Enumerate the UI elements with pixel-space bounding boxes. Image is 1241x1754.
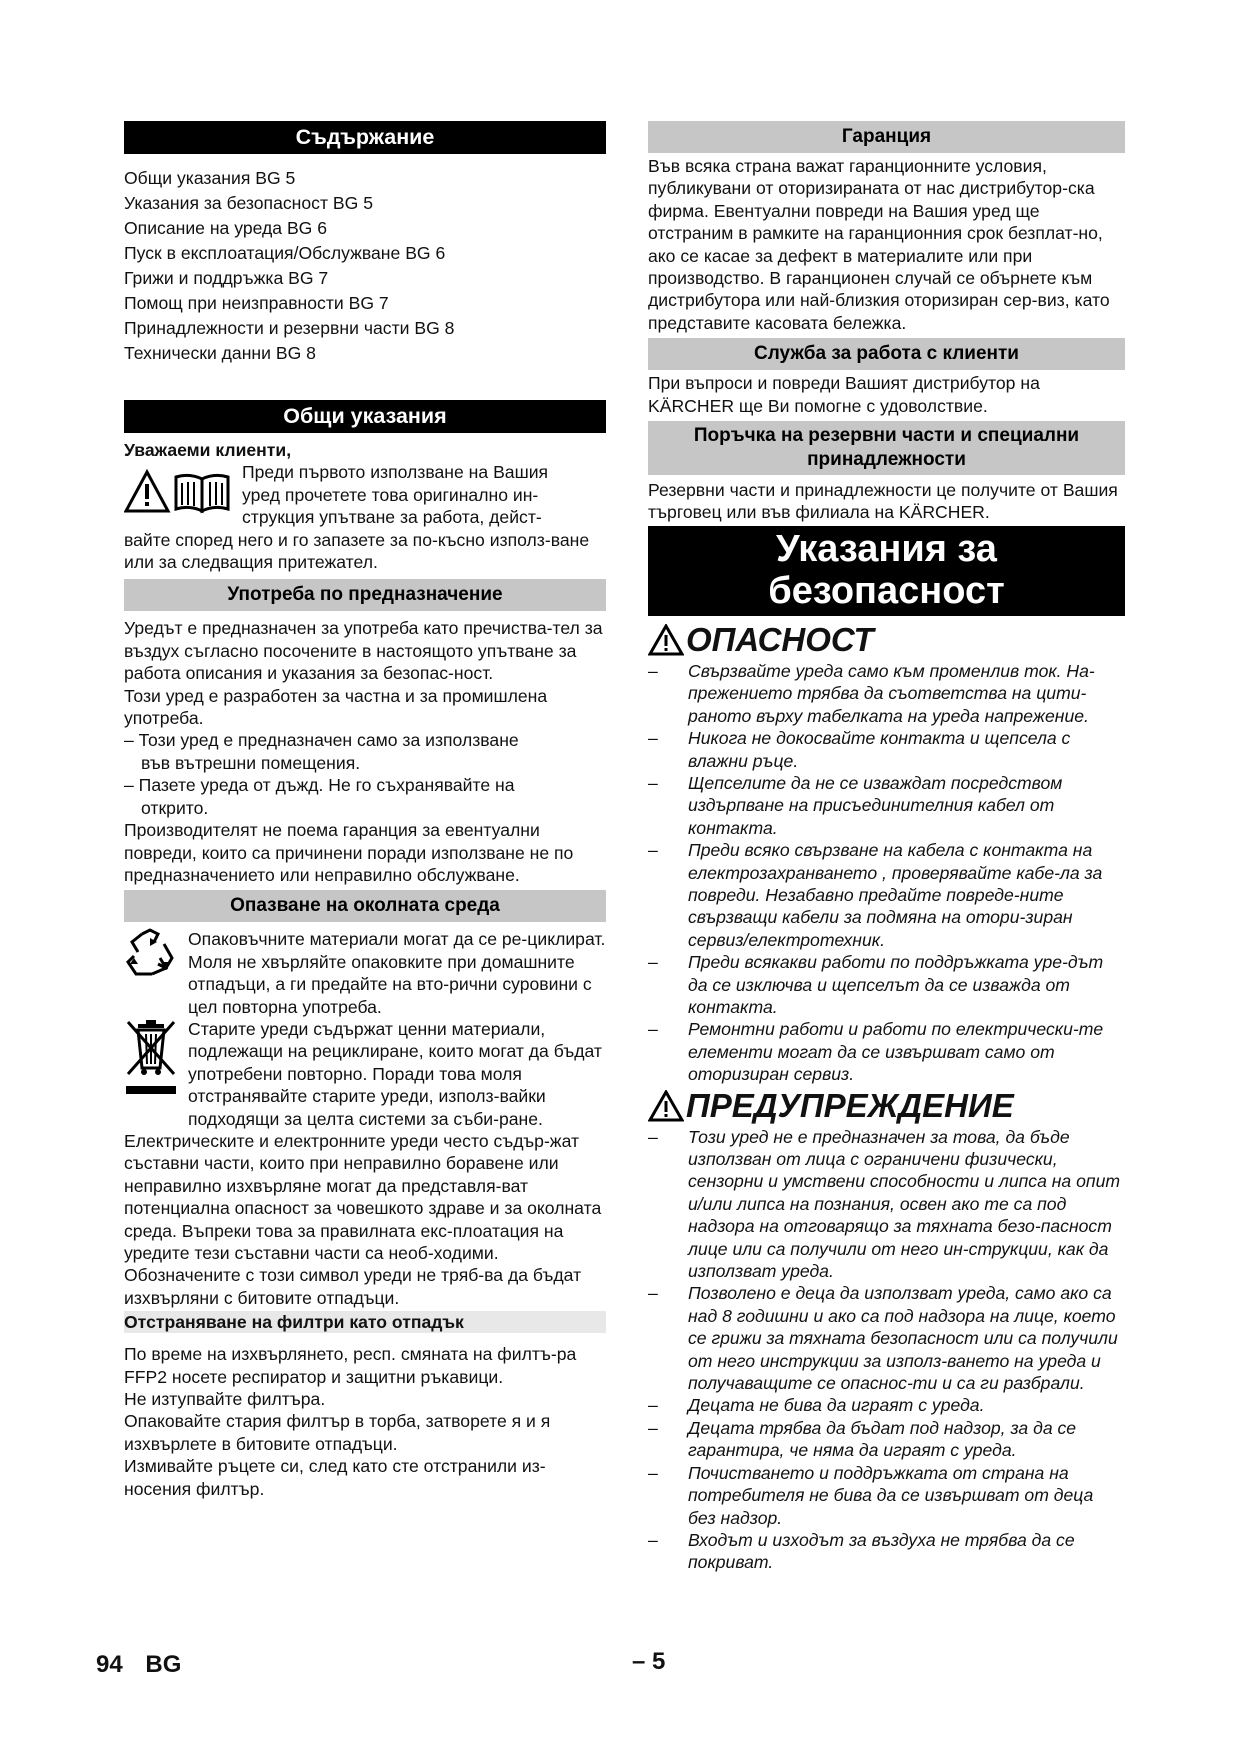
list-dash: – (648, 728, 658, 749)
warning-triangle-icon (648, 1090, 684, 1122)
manual-warning-icons (124, 461, 242, 528)
danger-item (648, 951, 1125, 1018)
service-text: При въпроси и повреди Вашият дистрибутор на KÄRCHER ще Ви помогне с удоволствие. (648, 373, 1040, 416)
danger-item-text: Преди всякакви работи по поддръжката уре-дът да се изключва и щепселът да се изважда от контакта. (688, 952, 1104, 1017)
warning-item-text: Децата трябва да бъдат под надзор, за да се гарантира, че няма да играят с уреда. (688, 1417, 1077, 1461)
page-number: 94 (96, 1651, 123, 1678)
filter-heading: Отстраняване на филтри като отпадък (124, 1311, 606, 1333)
recycle-icon (124, 928, 176, 978)
filter-p1: По време на изхвърлянето, респ. смяната на филтъ-ра FFP2 носете респиратор и защитни ръкавици. (124, 1344, 577, 1387)
toc-heading: Съдържание (124, 121, 606, 154)
toc-item[interactable]: Помощ при неизправности BG 7 (124, 293, 389, 313)
section-page-number: – 5 (632, 1648, 666, 1675)
danger-item (648, 1018, 1125, 1085)
intro-line: Преди първото използване на Вашия (242, 462, 549, 483)
warning-triangle-icon (124, 469, 236, 515)
toc-item[interactable]: Описание на уреда BG 6 (124, 218, 328, 238)
intended-use-item: – Този уред е предназначен само за използване (124, 730, 519, 751)
language-code: BG (145, 1651, 182, 1678)
general-heading: Общи указания (124, 400, 606, 433)
danger-item-text: Преди всяко свързване на кабела с контакта на електрозахранването , проверявайте кабе-ла за повреди. Незабавно предайте повреде-ните свързващи кабели за подмяна на отори-зиран сервиз/електротехник. (688, 840, 1103, 950)
toc-item[interactable]: Указания за безопасност BG 5 (124, 193, 373, 213)
recycle-block (124, 928, 606, 1018)
warning-item (648, 1394, 1125, 1416)
danger-heading (648, 620, 1125, 660)
weee-block (124, 1018, 606, 1130)
list-dash: – (648, 1462, 658, 1483)
toc-item[interactable]: Принадлежности и резервни части BG 8 (124, 318, 455, 338)
warning-item-text: Този уред не е предназначен за това, да бъде използван от лица с ограничени физически, сензорни и умствени способности и липса на опит и/или липса на познания, освен ако те са под надзора на отговарящо за тяхната безо-пасност лице или са получили от него ин-струкции, как да използват уреда. (688, 1126, 1121, 1282)
danger-label: ОПАСНОСТ (686, 620, 874, 658)
list-dash: – (648, 772, 658, 793)
warranty-heading: Гаранция (648, 121, 1125, 153)
parts-text: Резервни части и принадлежности це получите от Вашия търговец или във филиала на KÄRCHER. (648, 480, 1118, 523)
service-heading: Служба за работа с клиенти (648, 338, 1125, 370)
danger-item-text: Свързвайте уреда само към променлив ток. На-прежението трябва да съответства на цити-раното върху табелката на уреда напрежение. (688, 660, 1095, 726)
parts-heading: Поръчка на резервни части и специални принадлежности (648, 421, 1125, 475)
filter-p4: Измивайте ръцете си, след като сте отстранили из-носения филтър. (124, 1456, 546, 1499)
danger-item-text: Ремонтни работи и работи по електрически-те елементи могат да се извършват само от оторизиран сервиз. (688, 1019, 1104, 1085)
toc-item[interactable]: Грижи и поддръжка BG 7 (124, 268, 329, 288)
danger-item (648, 772, 1125, 839)
filter-p2: Не изтупвайте филтъра. (124, 1389, 326, 1410)
warning-item (648, 1126, 1125, 1283)
danger-list (648, 660, 1125, 1086)
intro-line: уред прочетете това оригинално ин- (242, 484, 539, 505)
list-dash: – (648, 840, 658, 861)
danger-item (648, 727, 1125, 772)
warning-item (648, 1462, 1125, 1529)
warning-item-text: Почистването и поддръжката от страна на потребителя не бива да се извършват от деца без надзор. (688, 1462, 1094, 1528)
warning-item (648, 1282, 1125, 1394)
list-dash: – (648, 1283, 658, 1304)
safety-title-line: Указания за (776, 527, 997, 570)
warning-list (648, 1126, 1125, 1574)
warning-item-text: Децата не бива да играят с уреда. (688, 1395, 985, 1416)
right-column (648, 121, 1125, 1574)
warning-heading (648, 1086, 1125, 1126)
list-dash: – (648, 1019, 658, 1040)
environment-heading: Опазване на околната среда (124, 890, 606, 922)
intro-line: струкция упътване за работа, дейст- (242, 507, 542, 528)
salutation: Уважаеми клиенти, (124, 440, 292, 460)
book-icon (176, 476, 228, 512)
safety-title-line: безопасност (768, 569, 1005, 612)
intended-use-p3: Производителят не поема гаранция за евентуални повреди, които са причинени поради използване не по предназначението или неправилно обслужване. (124, 820, 574, 885)
warning-item-text: Позволено е деца да използват уреда, само ако са над 8 годишни и ако са под надзора на лице, което се грижи за тяхната безопасност или са получили от него инструкции за използ-ването на уреда и получаващите се опаснос-ти и са ги разбрали. (688, 1283, 1118, 1394)
electro-text: Електрическите и електронните уреди често съдър-жат съставни части, които при неправилно боравене или неправилно изхвърляне могат да представля-ват потенциална опасност за човешкото здраве и за околната среда. Въпреки това за правилната екс-плоатация на уредите тези съставни части са необ-ходими. Обозначените с този символ уреди не тряб-ва да бъдат изхвърляни с битовите отпадъци. (124, 1130, 602, 1308)
filter-p3: Опаковайте стария филтър в торба, затворете я и я изхвърлете в битовите отпадъци. (124, 1411, 551, 1454)
list-dash: – (648, 660, 658, 681)
intro-rest: вайте според него и го запазете за по-късно използ-ване или за следващия притежател. (124, 529, 590, 573)
crossed-bin-icon (124, 1018, 180, 1102)
list-dash: – (648, 1417, 658, 1438)
weee-text: Старите уреди съдържат ценни материали, подлежащи на рециклиране, които могат да бъдат употребени повторно. Поради това моля отстранявайте старите уреди, използ-вайки подходящи за целта системи за съби-ране. (188, 1018, 602, 1129)
intended-use-item: във вътрешни помещения. (141, 752, 361, 773)
intended-use-p1: Уредът е предназначен за употреба като пречиства-тел за въздух съгласно посочените в настоящото упътване за работа описания и указания за безопас-ност. (124, 618, 603, 684)
warning-item (648, 1417, 1125, 1462)
danger-item (648, 839, 1125, 951)
warning-item-text: Входът и изходът за въздуха не трябва да се покриват. (688, 1529, 1075, 1573)
intended-use-item: открито. (141, 797, 209, 818)
warning-label: ПРЕДУПРЕЖДЕНИЕ (686, 1086, 1014, 1124)
list-dash: – (648, 952, 658, 973)
toc-item[interactable]: Пуск в експлоатация/Обслужване BG 6 (124, 243, 446, 263)
page-footer (96, 1651, 181, 1679)
intended-use-item: – Пазете уреда от дъжд. Не го съхранявайте на (124, 775, 515, 796)
danger-item (648, 660, 1125, 727)
warning-triangle-icon (648, 624, 684, 656)
toc-item[interactable]: Общи указания BG 5 (124, 168, 296, 188)
intended-use-p2: Този уред е разработен за частна и за промишлена употреба. (124, 685, 548, 729)
list-dash: – (648, 1126, 658, 1147)
intended-use-heading: Употреба по предназначение (124, 579, 606, 611)
recycle-text: Опаковъчните материали могат да се ре-циклират. Моля не хвърляйте опаковките при домашните отпадъци, а ги предайте на вто-рични суровини с цел повторна употреба. (188, 929, 606, 1017)
toc-item[interactable]: Технически данни BG 8 (124, 343, 316, 363)
left-column (124, 121, 606, 1500)
danger-item-text: Щепселите да не се изваждат посредством издърпване на присъединителния кабел от контакта. (688, 772, 1063, 838)
danger-item-text: Никога не докосвайте контакта и щепсела с влажни ръце. (688, 728, 1071, 771)
warning-item (648, 1529, 1125, 1574)
warranty-text: Във всяка страна важат гаранционните условия, публикувани от оторизираната от нас дистрибутор-ска фирма. Евентуални повреди на Вашия уред ще отстраним в рамките на гаранционния срок безплат-но, ако се касае за дефект в материалите или при производство. В гаранционен случай се обърнете към дистрибутора или най-близкия оторизиран сер-виз, като представите касовата бележка. (648, 156, 1110, 333)
intro-block (124, 461, 606, 528)
list-dash: – (648, 1395, 658, 1416)
list-dash: – (648, 1529, 658, 1550)
safety-title (648, 526, 1125, 616)
toc-list (124, 166, 606, 366)
